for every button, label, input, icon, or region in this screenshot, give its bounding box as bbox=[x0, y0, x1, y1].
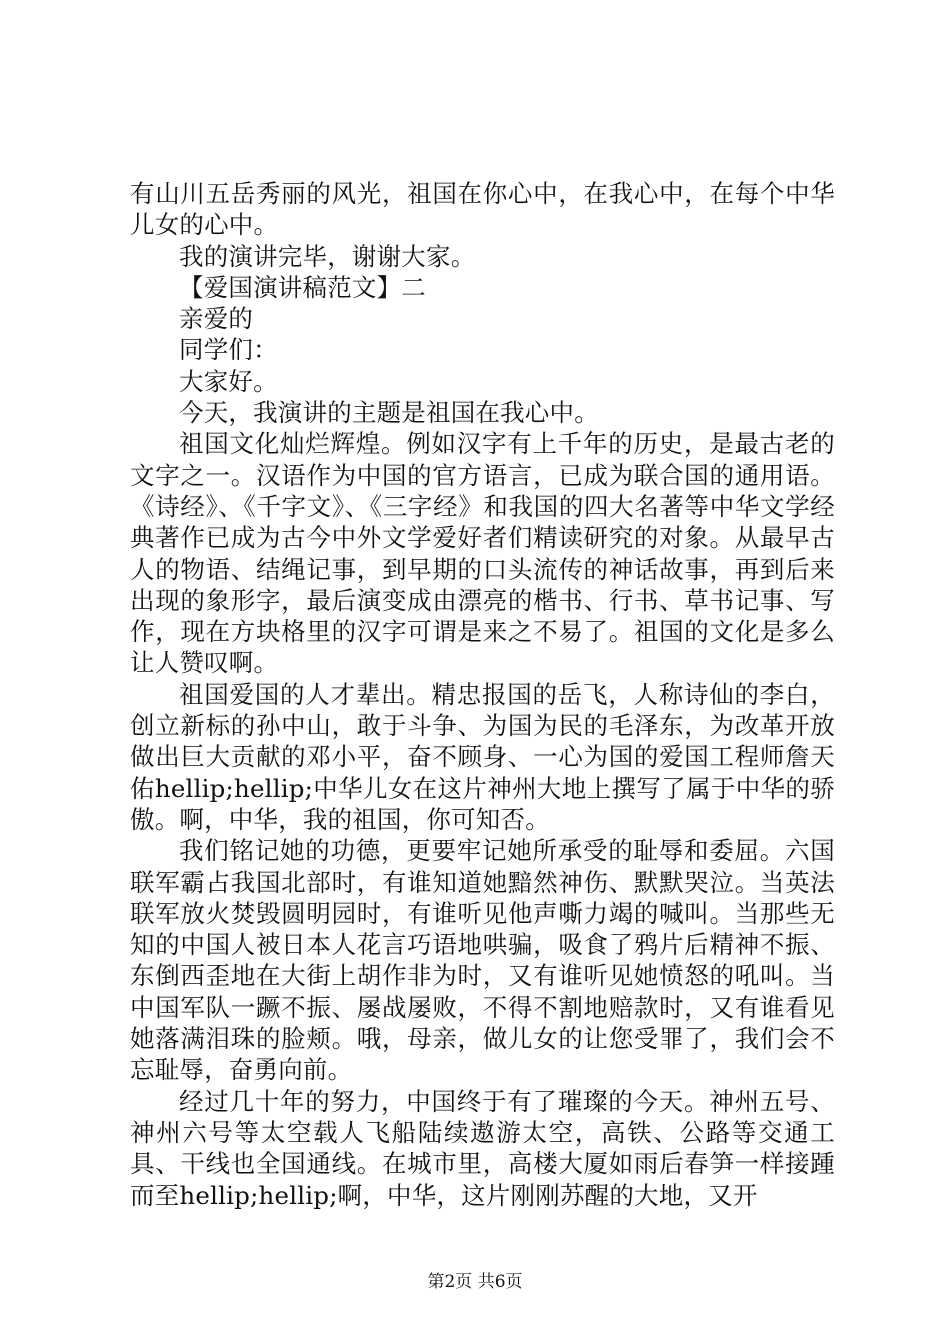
paragraph-culture: 祖国文化灿烂辉煌。例如汉字有上千年的历史，是最古老的文字之一。汉语作为中国的官方语言，已成为联合国的通用语。《诗经》、《千字文》、《三字经》和我国的四大名著等中华文学经典著作已成为古今中外文学爱好者们精读研究的对象。从最早古人的物语、结绳记事，到早期的口头流传的神话故事，再到后来出现的象形字，最后演变成由漂亮的楷书、行书、草书记事、写作，现在方块格里的汉字可谓是来之不易了。祖国的文化是多么让人赞叹啊。 bbox=[130, 429, 835, 678]
section-heading: 【爱国演讲稿范文】二 bbox=[179, 272, 426, 302]
paragraph-closing: 我的演讲完毕，谢谢大家。 bbox=[179, 241, 476, 271]
page-number-footer: 第2页 共6页 bbox=[427, 1272, 523, 1292]
greeting: 大家好。 bbox=[179, 366, 278, 396]
paragraph-progress: 经过几十年的努力，中国终于有了璀璨的今天。神州五号、神州六号等太空载人飞船陆续遨游太空，高铁、公路等交通工具、干线也全国通线。在城市里，高楼大厦如雨后春笋一样接踵而至hellip;hellip;啊，中华，这片刚刚苏醒的大地，又开 bbox=[130, 1086, 835, 1210]
salutation-line-2: 同学们： bbox=[179, 335, 278, 365]
paragraph-humiliation: 我们铭记她的功德，更要牢记她所承受的耻辱和委屈。六国联军霸占我国北部时，有谁知道她黯然神伤、默默哭泣。当英法联军放火焚毁圆明园时，有谁听见他声嘶力竭的喊叫。当那些无知的中国人被日本人花言巧语地哄骗，吸食了鸦片后精神不振、东倒西歪地在大街上胡作非为时，又有谁听见她愤怒的吼叫。当中国军队一蹶不振、屡战屡败，不得不割地赔款时，又有谁看见她落满泪珠的脸颊。哦，母亲，做儿女的让您受罪了，我们会不忘耻辱，奋勇向前。 bbox=[130, 836, 835, 1085]
paragraph-talents: 祖国爱国的人才辈出。精忠报国的岳飞，人称诗仙的李白，创立新标的孙中山，敢于斗争、为国为民的毛泽东，为改革开放做出巨大贡献的邓小平，奋不顾身、一心为国的爱国工程师詹天佑hellip;hellip;中华儿女在这片神州大地上撰写了属于中华的骄傲。啊，中华，我的祖国，你可知否。 bbox=[130, 679, 835, 834]
document-body bbox=[130, 178, 835, 1211]
paragraph-continuation: 有山川五岳秀丽的风光，祖国在你心中，在我心中，在每个中华儿女的心中。 bbox=[130, 179, 835, 240]
salutation-line-1: 亲爱的 bbox=[179, 304, 254, 334]
paragraph-topic: 今天，我演讲的主题是祖国在我心中。 bbox=[179, 398, 599, 428]
